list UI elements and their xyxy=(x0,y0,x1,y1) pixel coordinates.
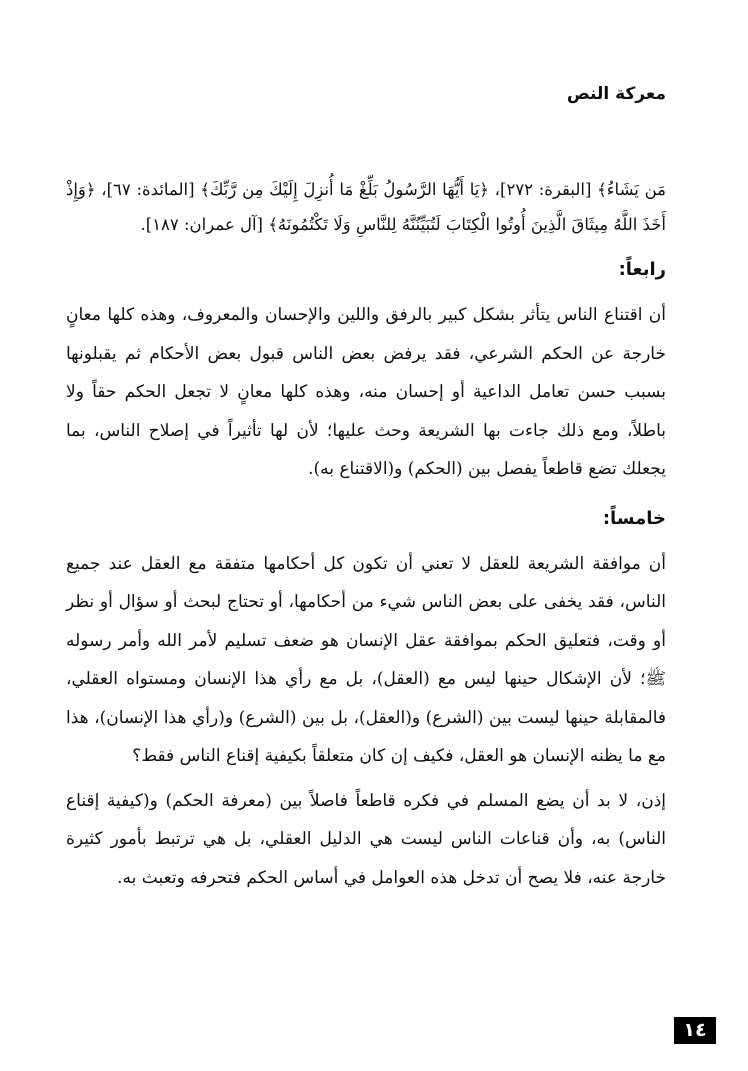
section-fifth xyxy=(66,501,666,898)
quranic-quotes: مَن يَشَاءُ﴾ [البقرة: ٢٧٢]، ﴿يَا أَيُّهَا الرَّسُولُ بَلِّغْ مَا أُنزِلَ إِلَيْكَ مِن رَّبِّكَ﴾ [المائدة: ٦٧]، ﴿وَإِذْ أَخَذَ اللَّهُ مِيثَاقَ الَّذِينَ أُوتُوا الْكِتَابَ لَتُبَيِّنُنَّهُ لِلنَّاسِ وَلَا تَكْتُمُونَهُ﴾ [آل عمران: ١٨٧]. xyxy=(66,180,666,234)
running-header: معركة النص xyxy=(566,84,666,104)
paragraph-fourth-1: أن اقتناع الناس يتأثر بشكل كبير بالرفق واللين والإحسان والمعروف، وهذه كلها معانٍ خارجة عن الحكم الشرعي، فقد يرفض بعض الناس قبول بعض الأحكام ثم يقبلونها بسبب حسن تعامل الداعية أو إحسان منه، وهذه كلها معانٍ لا تجعل الحكم حقاً ولا باطلاً، ومع ذلك جاءت بها الشريعة وحث عليها؛ لأن لها تأثيراً في إصلاح الناس، بما يجعلك تضع قاطعاً يفصل بين (الحكم) و(الاقتناع به). xyxy=(66,305,666,479)
section-heading-fifth: خامساً: xyxy=(602,507,666,529)
section-heading-fourth: رابعاً: xyxy=(618,259,666,280)
paragraph-fifth-2: إذن، لا بد أن يضع المسلم في فكره قاطعاً فاصلاً بين (معرفة الحكم) و(كيفية إقناع الناس) به، وأن قناعات الناس ليست هي الدليل العقلي، بل هي ترتبط بأمور كثيرة خارجة عنه، فلا يصح أن تدخل هذه العوامل في أساس الحكم فتحرفه وتعبث به. xyxy=(66,790,666,888)
page-number-badge: ١٤ xyxy=(674,1017,716,1044)
section-fourth xyxy=(66,252,666,489)
page-body xyxy=(66,172,666,903)
paragraph-fifth-1: أن موافقة الشريعة للعقل لا تعني أن تكون كل أحكامها متفقة مع العقل عند جميع الناس، فقد يخفى على بعض الناس شيء من أحكامها، أو تحتاج لبحث أو سؤال أو نظر أو وقت، فتعليق الحكم بموافقة عقل الإنسان هو ضعف تسليم لأمر الله وأمر رسوله ﷺ؛ لأن الإشكال حينها ليس مع (العقل)، بل مع رأي هذا الإنسان ومستواه العقلي، فالمقابلة حينها ليست بين (الشرع) و(العقل)، بل بين (الشرع) و(رأي هذا الإنسان)، هذا مع ما يظنه الإنسان هو العقل، فكيف إن كان متعلقاً بكيفية إقناع الناس فقط؟ xyxy=(66,553,666,766)
